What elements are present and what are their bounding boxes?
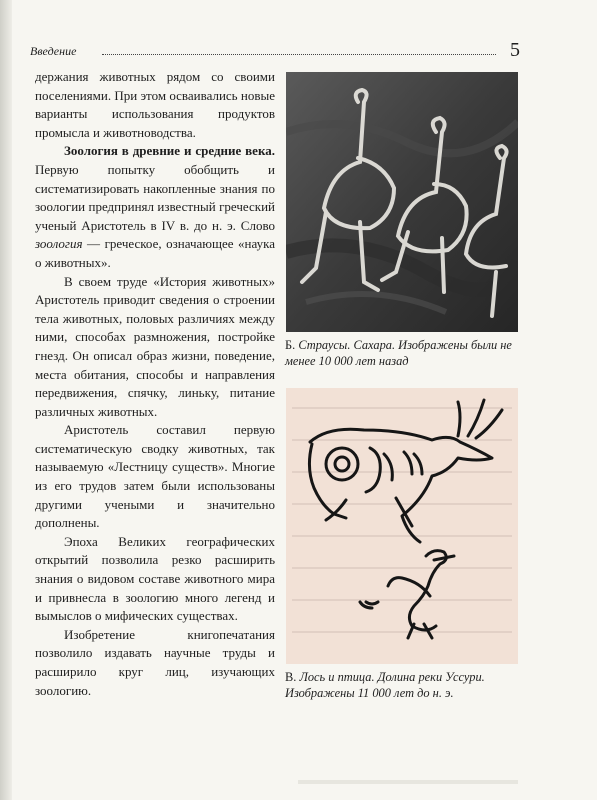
page-bottom-edge [298, 780, 518, 784]
main-text-column [35, 68, 275, 700]
figure-caption-text: Страусы. Сахара. Изображены были не менее 10 000 лет назад [285, 338, 512, 368]
page-number: 5 [510, 39, 520, 61]
running-header [30, 40, 520, 64]
figure-caption-ostriches [285, 337, 521, 369]
section-heading: Зоология в древние и средние века. [64, 143, 275, 159]
ostriches-illustration [286, 72, 518, 332]
figure-caption-elk-bird [285, 669, 521, 701]
paragraph: Аристотель составил первую систематическую сводку животных, так называемую «Лестницу существ». Многие из его трудов затем были использованы другими учеными и значительно дополнены. [35, 422, 275, 531]
paragraph: Эпоха Великих географических открытий позволила резко расширить знания о видовом составе животного мира и привнесла в зоологию много легенд и вымыслов о мифических существах. [35, 533, 275, 624]
ostriches-rock-art-photo [286, 72, 518, 332]
figure-caption-text: Лось и птица. Долина реки Уссури. Изображены 11 000 лет до н. э. [285, 670, 485, 700]
paragraph: держания животных рядом со своими поселениями. При этом осваивались новые варианты использования продуктов промысла и животноводства. [35, 69, 275, 140]
term: зоология [35, 236, 83, 252]
text-run: — греческое, означающее «наука о животных». [35, 236, 275, 270]
elk-and-bird-illustration [286, 388, 518, 664]
figure-letter: В. [285, 670, 297, 684]
elk-and-bird-petroglyph-image [286, 388, 518, 664]
header-dot-leader [102, 54, 496, 55]
section-title: Введение [30, 44, 77, 58]
page-edge-shadow [0, 0, 12, 800]
paragraph: Изобретение книгопечатания позволило издавать научные труды и расширило круг лиц, изучающих зоологию. [35, 626, 275, 698]
text-run: Первую попытку обобщить и систематизировать накопленные знания по зоологии предпринял известный греческий ученый Аристотель в IV в. до н. э. Слово [35, 161, 275, 233]
paragraph [35, 142, 275, 272]
paragraph: В своем труде «История животных» Аристотель приводит сведения о строении тела животных, половых различиях между ними, способах размножения, постройке гнезд. Он описал образ жизни, поведение, места обитания, способы и направления передвижения, спячку, линьку, питание различных животных. [35, 273, 275, 419]
figure-letter: Б. [285, 338, 296, 352]
